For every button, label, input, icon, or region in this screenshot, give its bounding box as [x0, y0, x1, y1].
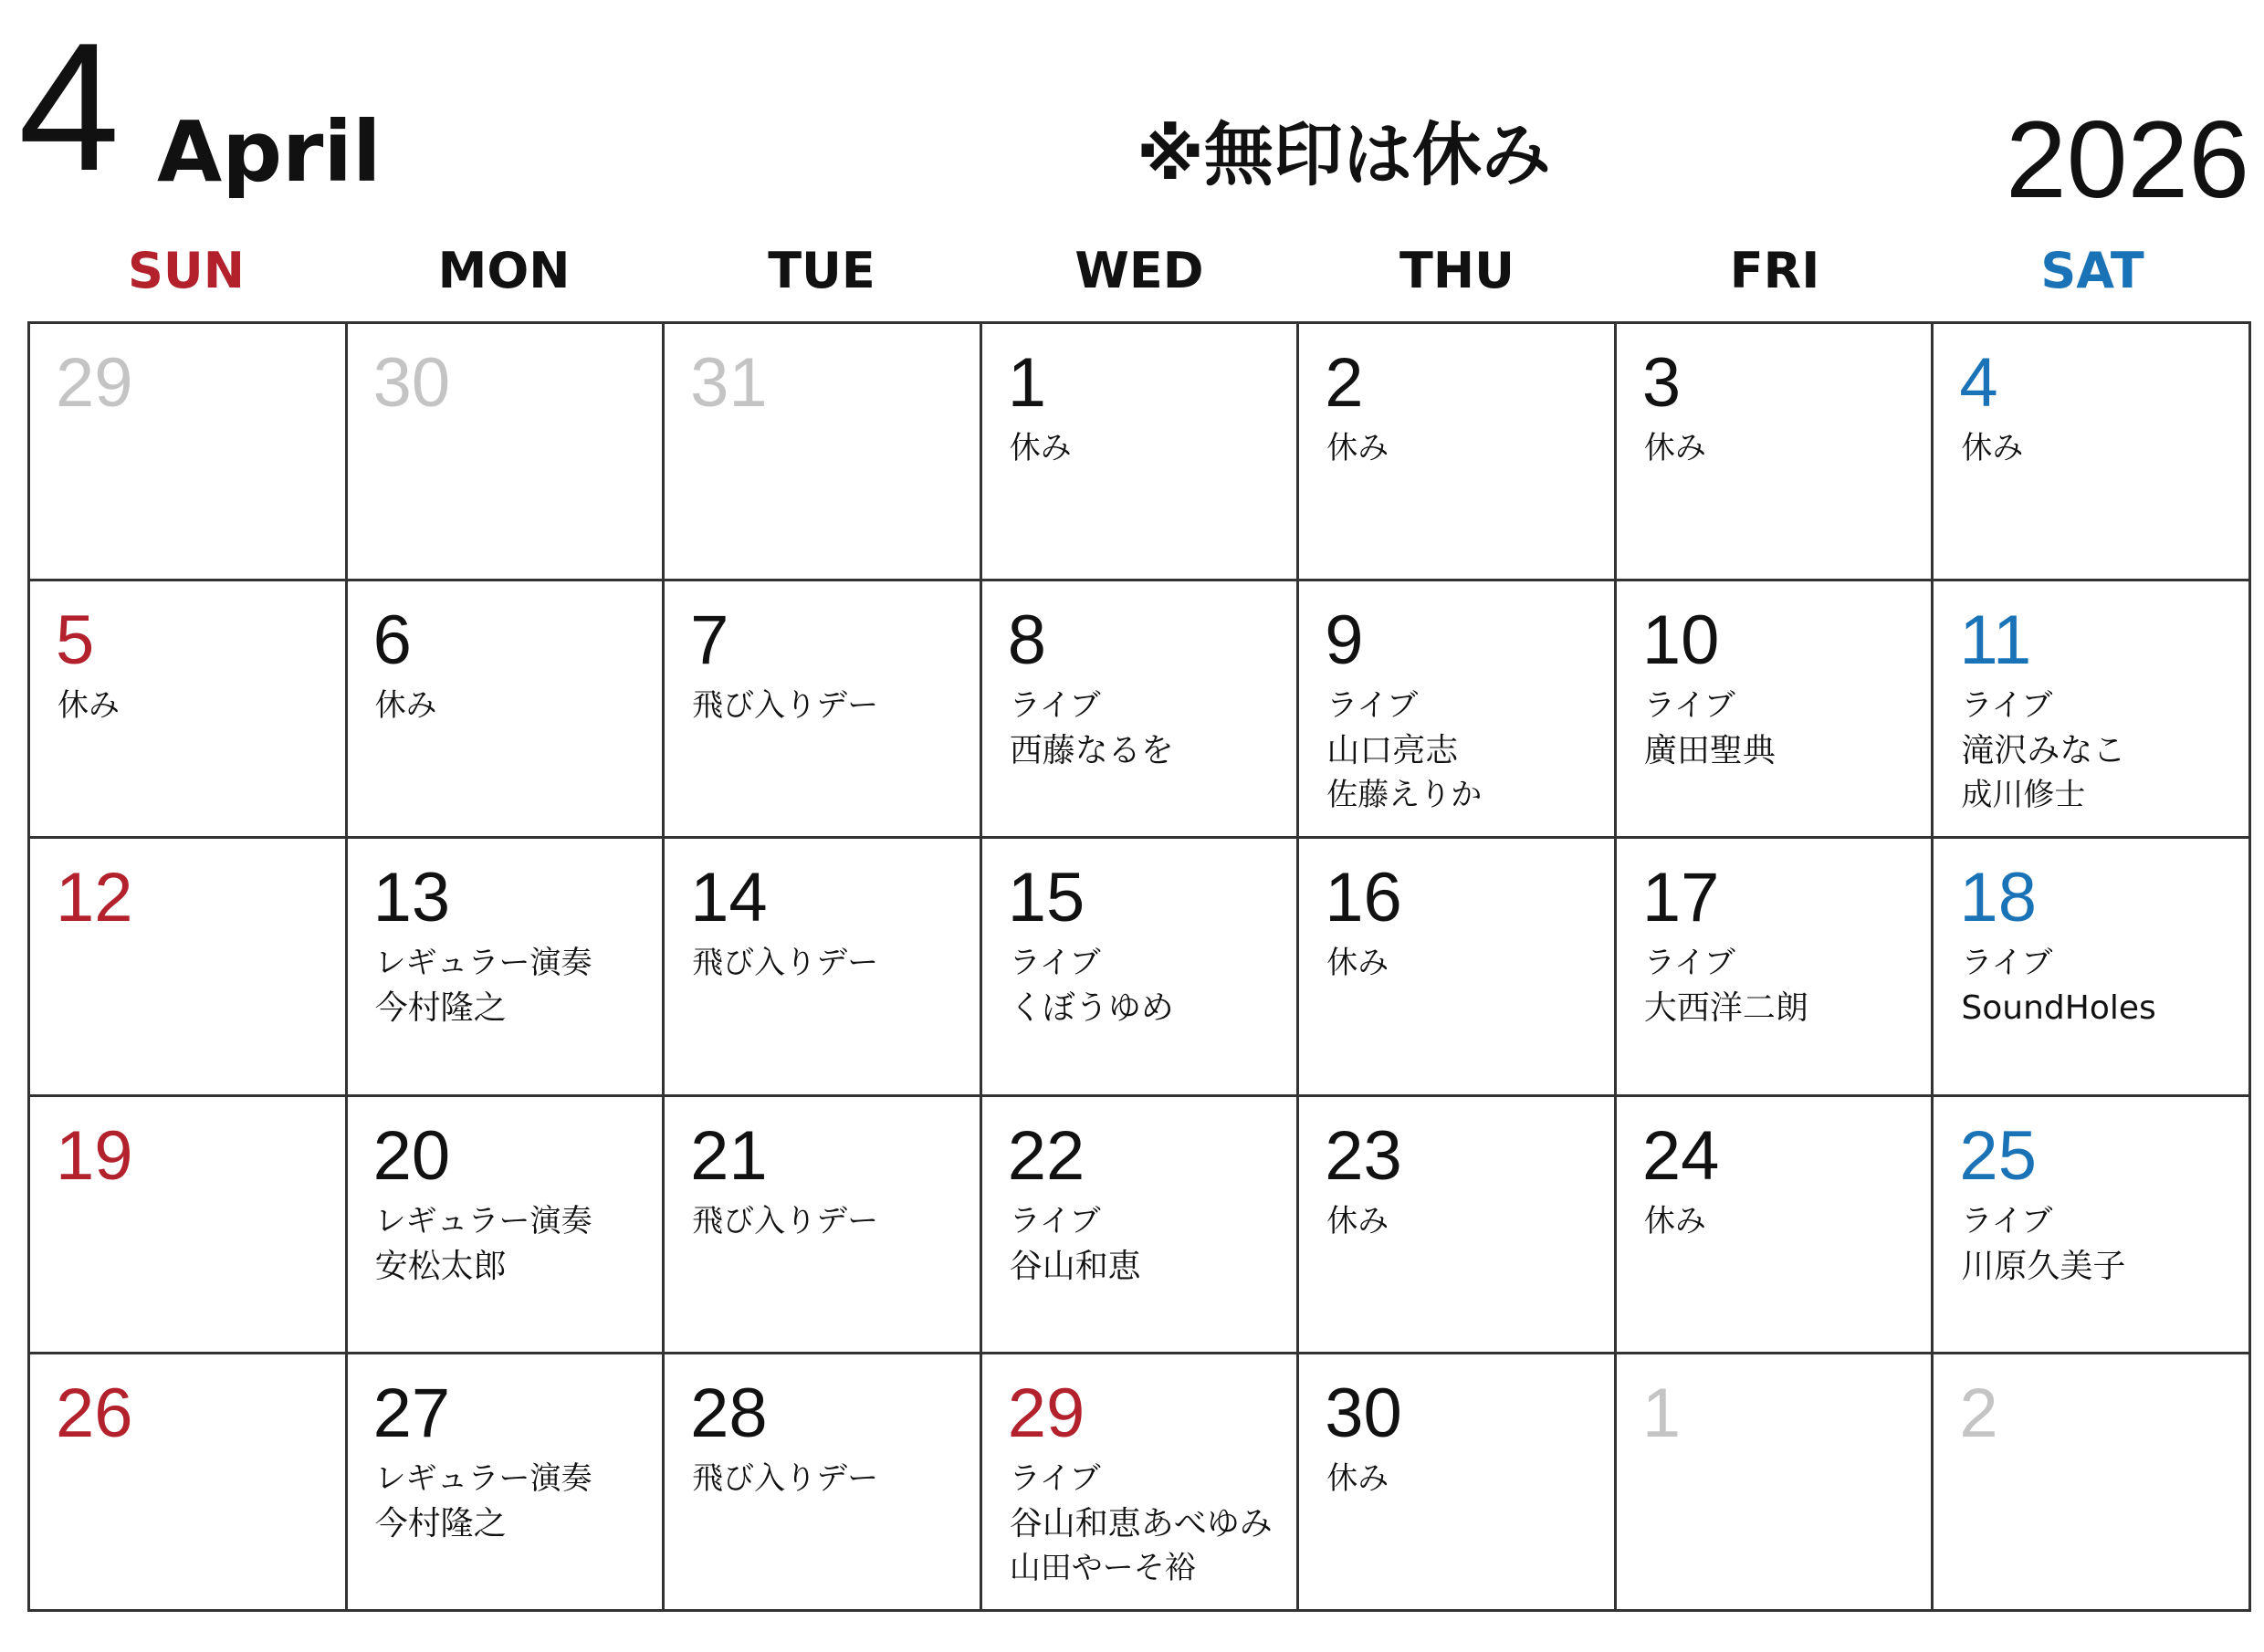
- day-schedule: [1326, 426, 1603, 470]
- day-number: 12: [56, 859, 133, 937]
- day-schedule: [1961, 1199, 2238, 1289]
- calendar-day-cell: [348, 324, 666, 581]
- day-event-type: 飛び入りデー: [692, 1202, 879, 1239]
- day-schedule: [1644, 426, 1921, 470]
- day-performer: 川原久美子: [1961, 1247, 2126, 1285]
- day-event-type: 休み: [1326, 945, 1389, 982]
- calendar-day-cell: [1299, 581, 1617, 839]
- calendar-day-cell: [1299, 1097, 1617, 1354]
- day-event-type: ライブ: [1326, 687, 1419, 725]
- day-performer: 今村隆之: [374, 989, 507, 1028]
- calendar-day-cell: [30, 839, 348, 1096]
- day-number: 1: [1007, 344, 1046, 422]
- calendar-day-cell: [30, 1097, 348, 1354]
- year-label: 2026: [2006, 99, 2249, 221]
- day-performer: 谷山和恵あべゆみ: [1009, 1504, 1273, 1542]
- day-number: 15: [1007, 859, 1085, 937]
- calendar-day-cell: [30, 1354, 348, 1612]
- day-performer: 佐藤えりか: [1326, 777, 1483, 814]
- calendar-day-cell: [1617, 324, 1934, 581]
- calendar-day-cell: [1617, 839, 1934, 1096]
- day-schedule: [692, 1457, 969, 1500]
- calendar-day-cell: [982, 1097, 1300, 1354]
- calendar-day-cell: [1299, 324, 1617, 581]
- day-schedule: [375, 1199, 652, 1289]
- calendar-day-cell: [665, 1354, 982, 1612]
- calendar-day-cell: [30, 581, 348, 839]
- calendar-day-cell: [982, 581, 1300, 839]
- day-schedule: [1010, 426, 1286, 470]
- day-schedule: [375, 684, 652, 727]
- day-schedule: [1644, 941, 1921, 1030]
- day-number: 14: [690, 859, 768, 937]
- day-schedule: [692, 941, 969, 985]
- day-number: 4: [1959, 344, 1998, 422]
- day-number: 16: [1325, 859, 1402, 937]
- day-performer: 安松太郎: [374, 1247, 507, 1285]
- day-number: 28: [690, 1374, 768, 1452]
- calendar-day-cell: [1299, 1354, 1617, 1612]
- day-schedule: [692, 684, 969, 727]
- day-event-type: 飛び入りデー: [692, 945, 879, 982]
- day-schedule: [1961, 684, 2238, 817]
- day-number: 2: [1325, 344, 1364, 422]
- calendar-day-cell: [665, 324, 982, 581]
- month-number: 4: [18, 5, 121, 209]
- day-event-type: レギュラー演奏: [374, 945, 592, 982]
- day-schedule: [1010, 941, 1286, 1030]
- calendar-day-cell: [1617, 1097, 1934, 1354]
- day-schedule: [1961, 941, 2238, 1030]
- day-event-type: 休み: [1961, 430, 2024, 466]
- weekday-sun: SUN: [128, 242, 245, 299]
- day-number: 8: [1007, 601, 1046, 680]
- day-event-type: 休み: [1326, 430, 1389, 466]
- day-number: 29: [1007, 1374, 1085, 1452]
- day-event-type: 休み: [58, 687, 120, 725]
- calendar-day-cell: [1934, 1354, 2251, 1612]
- calendar-day-cell: [665, 1097, 982, 1354]
- day-number: 29: [56, 344, 133, 422]
- day-number: 30: [372, 344, 451, 422]
- weekday-wed: WED: [1074, 242, 1204, 299]
- calendar-day-cell: [348, 1354, 666, 1612]
- day-number: 24: [1641, 1116, 1720, 1195]
- day-number: 19: [56, 1116, 133, 1195]
- day-event-type: ライブ: [1961, 687, 2053, 725]
- day-event-type: 飛び入りデー: [692, 1459, 879, 1497]
- day-number: 26: [56, 1374, 133, 1452]
- weekday-thu: THU: [1399, 242, 1515, 299]
- day-event-type: ライブ: [1643, 687, 1735, 725]
- day-event-type: 休み: [1643, 1202, 1706, 1239]
- weekday-mon: MON: [437, 242, 571, 299]
- weekday-fri: FRI: [1729, 242, 1820, 299]
- day-number: 31: [690, 344, 768, 422]
- day-event-type: ライブ: [1961, 945, 2053, 982]
- day-event-type: ライブ: [1961, 1202, 2053, 1239]
- day-performer: くぼうゆめ: [1009, 989, 1174, 1028]
- day-number: 22: [1007, 1116, 1085, 1195]
- day-schedule: [1326, 1199, 1603, 1243]
- day-number: 20: [372, 1116, 451, 1195]
- calendar-day-cell: [982, 324, 1300, 581]
- day-event-type: 飛び入りデー: [692, 687, 879, 725]
- day-performer: 谷山和恵: [1009, 1247, 1141, 1285]
- day-number: 21: [690, 1116, 768, 1195]
- day-number: 25: [1959, 1116, 2037, 1195]
- calendar-day-cell: [1934, 324, 2251, 581]
- calendar-day-cell: [348, 839, 666, 1096]
- day-schedule: [375, 1457, 652, 1546]
- day-number: 17: [1641, 859, 1720, 937]
- day-schedule: [1961, 426, 2238, 470]
- closed-note: ※無印は休み: [1137, 114, 1551, 195]
- month-name: April: [157, 103, 382, 201]
- calendar-day-cell: [1934, 839, 2251, 1096]
- day-number: 3: [1641, 344, 1682, 422]
- day-number: 30: [1325, 1374, 1402, 1452]
- day-event-type: ライブ: [1643, 945, 1735, 982]
- calendar-day-cell: [982, 839, 1300, 1096]
- day-performer: 廣田聖典: [1643, 732, 1776, 770]
- day-schedule: [1326, 941, 1603, 985]
- day-schedule: [1010, 1457, 1286, 1590]
- day-schedule: [692, 1199, 969, 1243]
- calendar-day-cell: [982, 1354, 1300, 1612]
- weekday-sat: SAT: [2040, 242, 2144, 299]
- day-event-type: 休み: [374, 687, 437, 725]
- day-schedule: [1010, 684, 1286, 773]
- day-event-type: 休み: [1326, 1202, 1389, 1239]
- day-performer: 今村隆之: [374, 1504, 507, 1542]
- calendar-day-cell: [348, 1097, 666, 1354]
- calendar-day-cell: [665, 581, 982, 839]
- day-number: 7: [690, 601, 729, 680]
- day-number: 6: [372, 601, 412, 680]
- day-schedule: [1010, 1199, 1286, 1289]
- day-event-type: ライブ: [1009, 1202, 1101, 1239]
- calendar-day-cell: [30, 324, 348, 581]
- day-number: 1: [1641, 1374, 1682, 1452]
- day-number: 23: [1325, 1116, 1402, 1195]
- day-event-type: ライブ: [1009, 687, 1101, 725]
- calendar-day-cell: [1617, 581, 1934, 839]
- day-performer: 大西洋二朗: [1643, 989, 1808, 1028]
- calendar-grid: [27, 321, 2251, 1612]
- day-schedule: [1644, 684, 1921, 773]
- day-schedule: [1326, 1457, 1603, 1500]
- day-event-type: レギュラー演奏: [374, 1459, 592, 1497]
- weekday-header-row: [27, 239, 2251, 303]
- day-number: 27: [372, 1374, 451, 1452]
- day-number: 9: [1325, 601, 1364, 680]
- day-schedule: [58, 684, 334, 727]
- calendar-day-cell: [348, 581, 666, 839]
- day-schedule: [375, 941, 652, 1030]
- day-number: 11: [1959, 601, 2032, 680]
- day-number: 5: [56, 601, 95, 680]
- day-schedule: [1326, 684, 1603, 817]
- calendar-day-cell: [665, 839, 982, 1096]
- weekday-tue: TUE: [768, 242, 875, 299]
- day-number: 2: [1959, 1374, 1998, 1452]
- day-performer: 成川修士: [1961, 777, 2086, 814]
- day-event-type: ライブ: [1009, 1459, 1101, 1497]
- calendar-day-cell: [1934, 1097, 2251, 1354]
- day-event-type: 休み: [1009, 430, 1072, 466]
- day-event-type: レギュラー演奏: [374, 1202, 592, 1239]
- day-performer: 滝沢みなこ: [1961, 732, 2126, 770]
- day-event-type: ライブ: [1009, 945, 1101, 982]
- day-event-type: 休み: [1643, 430, 1706, 466]
- day-number: 10: [1641, 601, 1720, 680]
- day-number: 13: [372, 859, 451, 937]
- day-performer: 山田やーそ裕: [1009, 1549, 1196, 1586]
- day-performer: SoundHoles: [1961, 989, 2156, 1028]
- calendar-day-cell: [1617, 1354, 1934, 1612]
- calendar-day-cell: [1934, 581, 2251, 839]
- calendar-day-cell: [1299, 839, 1617, 1096]
- day-performer: 西藤なるを: [1009, 732, 1174, 770]
- day-performer: 山口亮志: [1326, 732, 1459, 770]
- day-schedule: [1644, 1199, 1921, 1243]
- day-number: 18: [1959, 859, 2037, 937]
- day-event-type: 休み: [1326, 1459, 1389, 1497]
